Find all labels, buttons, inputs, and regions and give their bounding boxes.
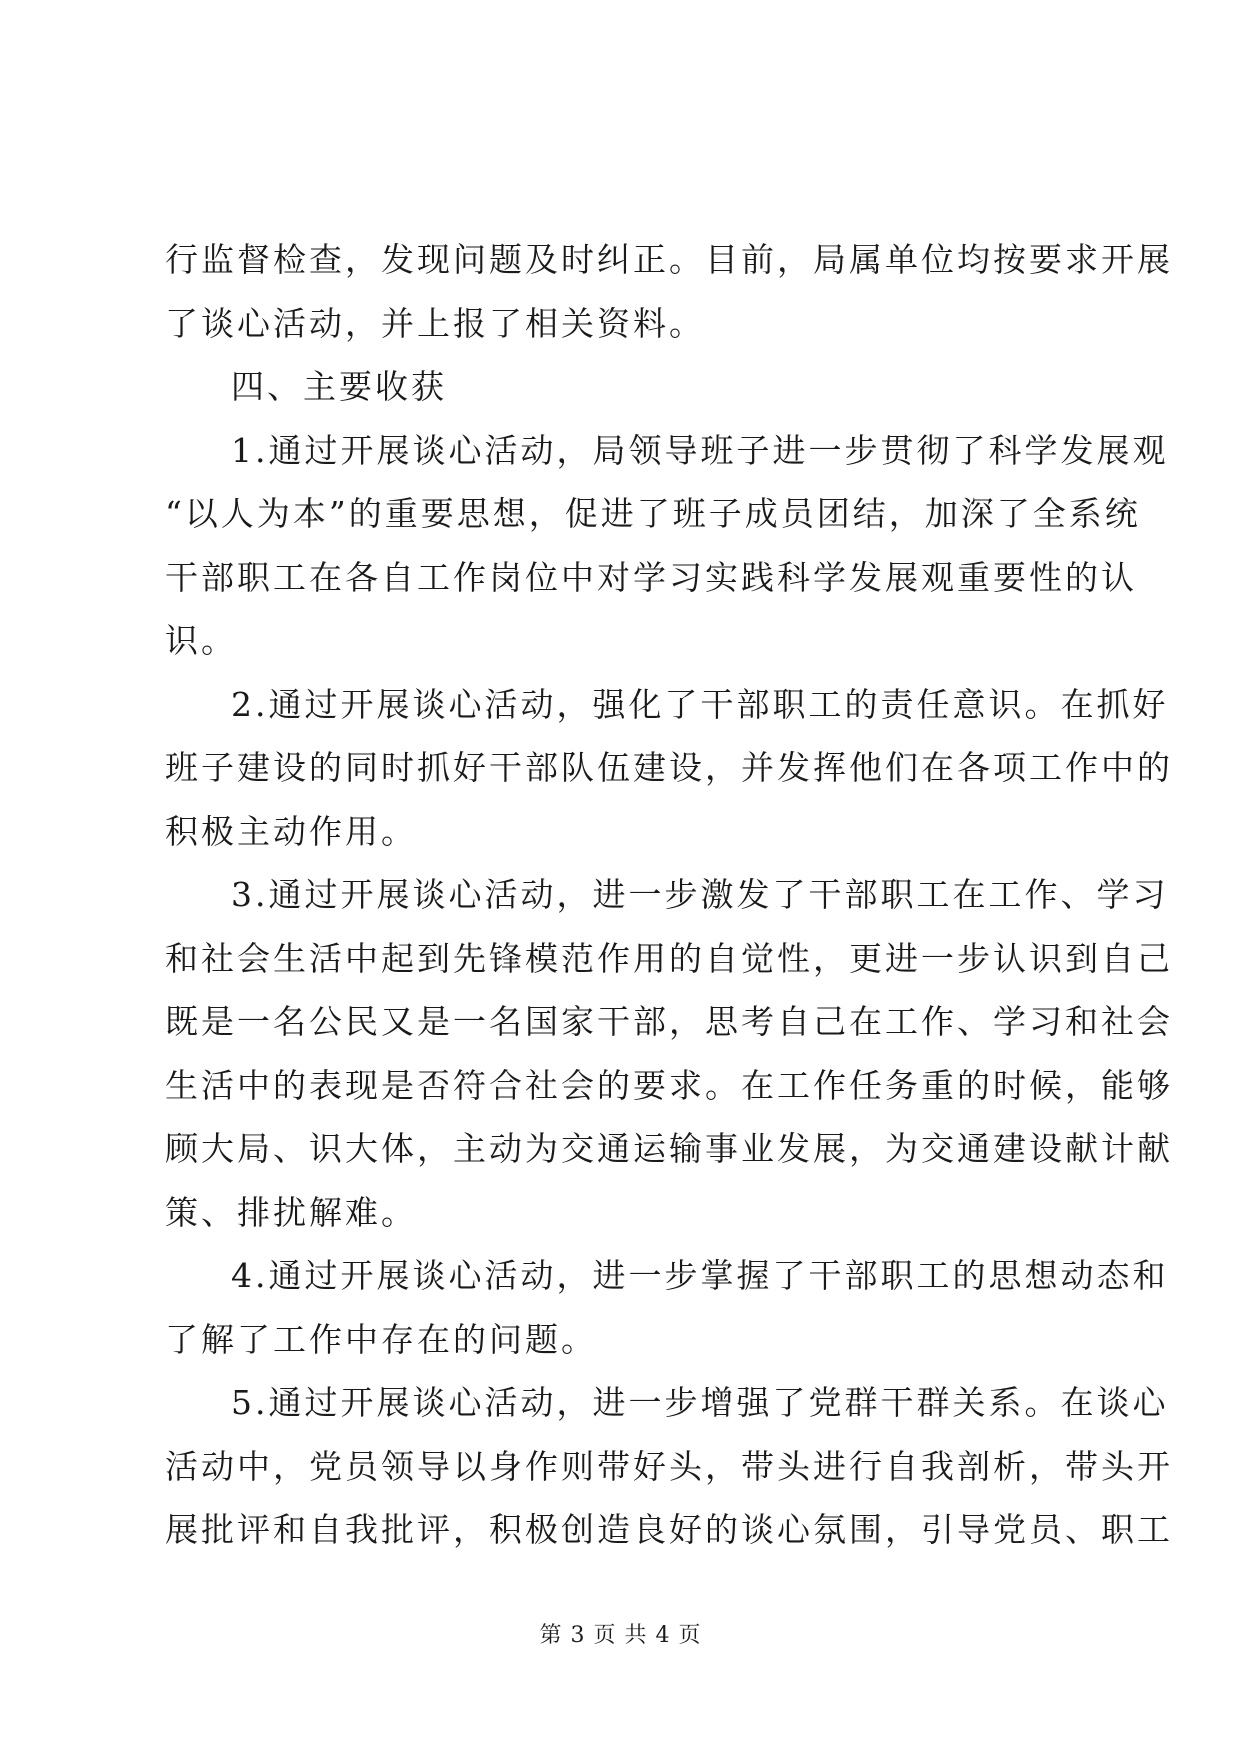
text-line: 四、主要收获 [231, 367, 447, 406]
text-line: 展批评和自我批评，积极创造良好的谈心氛围，引导党员、职工 [165, 1510, 1173, 1549]
text-line: 5.通过开展谈心活动，进一步增强了党群干群关系。在谈心 [231, 1383, 1169, 1422]
text-line: 生活中的表现是否符合社会的要求。在工作任务重的时候，能够 [165, 1065, 1173, 1105]
text-line: 1.通过开展谈心活动，局领导班子进一步贯彻了科学发展观 [231, 430, 1169, 470]
text-line: 了解了工作中存在的问题。 [165, 1319, 597, 1359]
text-line: 既是一名公民又是一名国家干部，思考自己在工作、学习和社会 [165, 1002, 1173, 1041]
text-line: 积极主动作用。 [165, 811, 417, 851]
text-line: 行监督检查，发现问题及时纠正。目前，局属单位均按要求开展 [165, 240, 1173, 279]
text-line: 策、排扰解难。 [165, 1192, 417, 1232]
text-line: 和社会生活中起到先锋模范作用的自觉性，更进一步认识到自己 [165, 938, 1173, 978]
page-footer: 第 3 页 共 4 页 [539, 1623, 702, 1648]
text-line: 班子建设的同时抓好干部队伍建设，并发挥他们在各项工作中的 [165, 748, 1173, 787]
text-line: 2.通过开展谈心活动，强化了干部职工的责任意识。在抓好 [231, 684, 1169, 724]
text-line: 活动中，党员领导以身作则带好头，带头进行自我剖析，带头开 [165, 1446, 1173, 1486]
document-body [165, 228, 1173, 1562]
text-line: 干部职工在各自工作岗位中对学习实践科学发展观重要性的认 [165, 557, 1137, 597]
text-line: 了谈心活动，并上报了相关资料。 [165, 303, 705, 343]
text-line: 顾大局、识大体，主动为交通运输事业发展，为交通建设献计献 [165, 1129, 1173, 1168]
text-line: “以人为本”的重要思想，促进了班子成员团结，加深了全系统 [165, 494, 1141, 533]
text-line: 识。 [165, 621, 237, 660]
text-line: 3.通过开展谈心活动，进一步激发了干部职工在工作、学习 [231, 875, 1169, 914]
text-line: 4.通过开展谈心活动，进一步掌握了干部职工的思想动态和 [231, 1256, 1169, 1295]
